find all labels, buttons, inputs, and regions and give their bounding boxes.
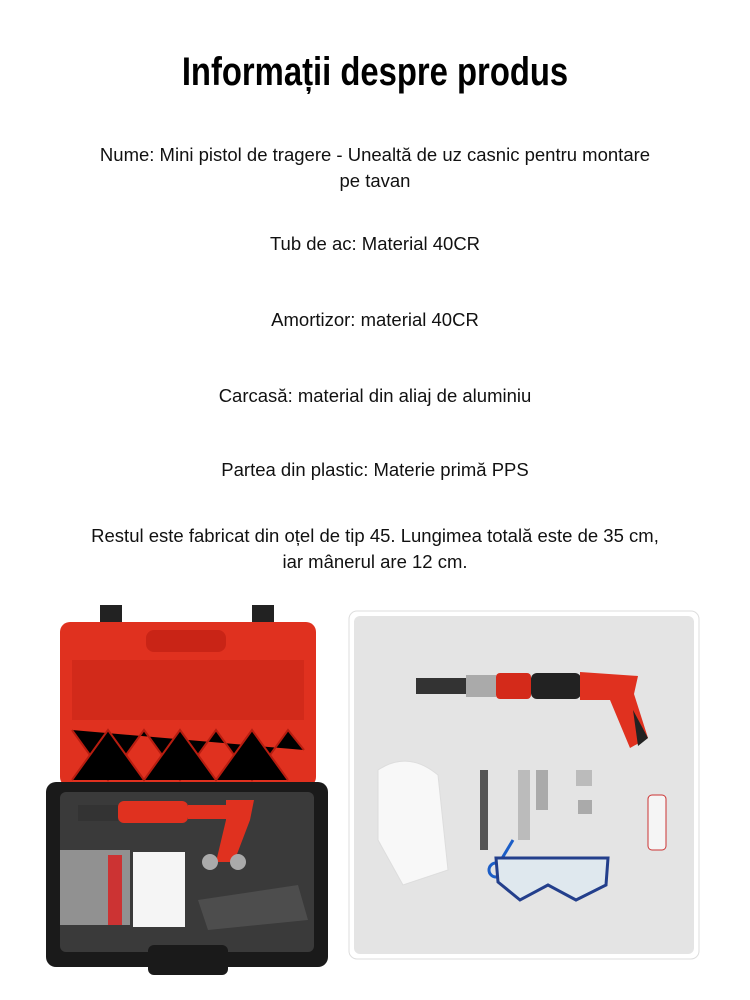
spec-housing: Carcasă: material din aliaj de aluminiu (218, 385, 532, 406)
tool-case-image (38, 600, 334, 985)
page-title: Informații despre produs (181, 50, 569, 94)
kit-contents-image (348, 610, 700, 960)
spec-rest: Restul este fabricat din oțel de tip 45. Lungimea totală este de 35 cm, iar mânerul are 12 cm. (91, 525, 659, 572)
spec-name: Nume: Mini pistol de tragere - Unealtă de uz casnic pentru montare pe tavan (99, 144, 651, 191)
spec-plastic: Partea din plastic: Materie primă PPS (221, 459, 529, 480)
spec-needle-tube: Tub de ac: Material 40CR (269, 233, 481, 254)
spec-damper: Amortizor: material 40CR (271, 309, 479, 330)
